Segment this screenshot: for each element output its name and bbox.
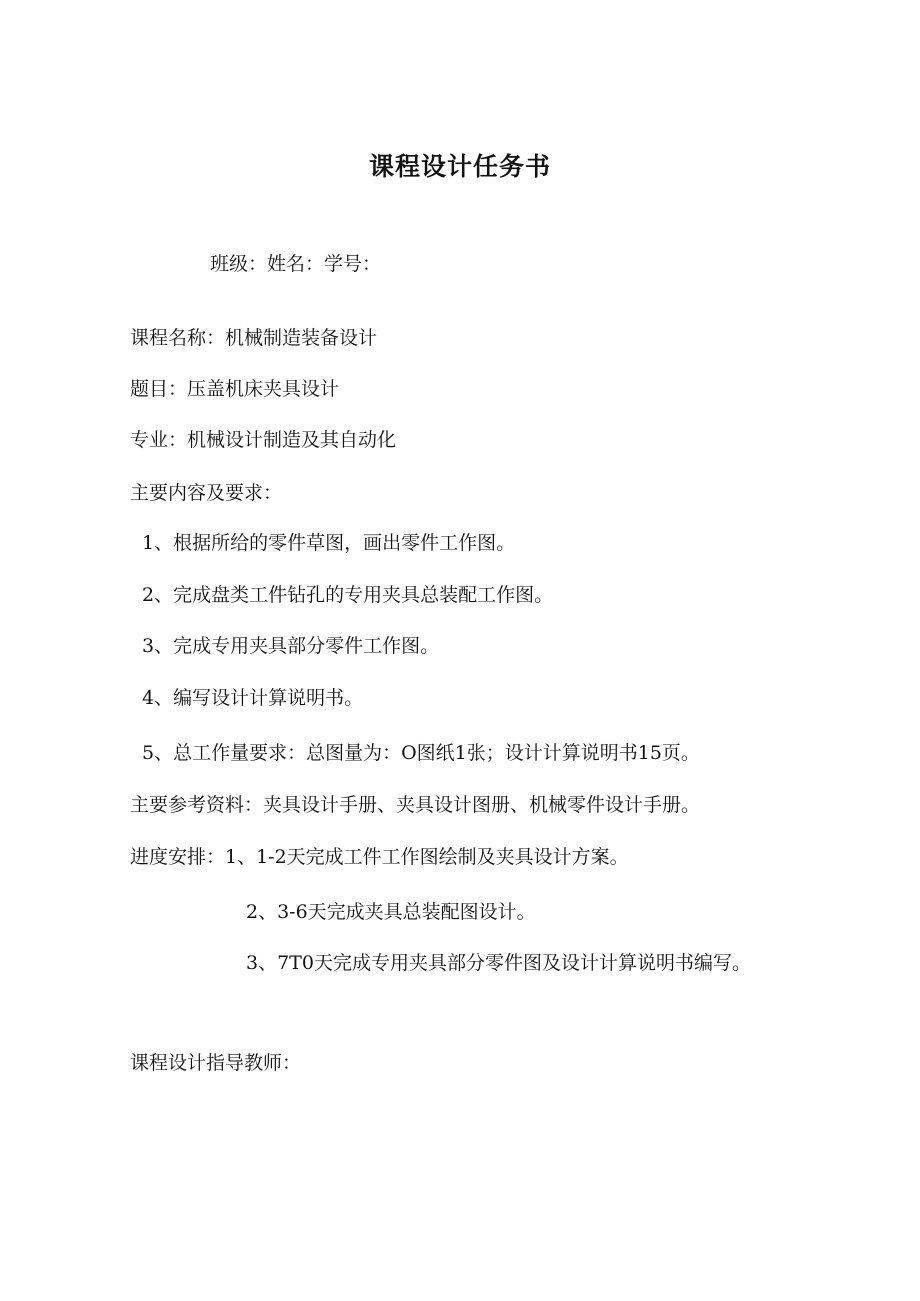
schedule-item: 2、3-6天完成夹具总装配图设计。 bbox=[246, 901, 536, 923]
content-heading: 主要内容及要求： bbox=[130, 482, 283, 504]
references-line: 主要参考资料：夹具设计手册、夹具设计图册、机械零件设计手册。 bbox=[130, 794, 701, 816]
course-name-line: 课程名称：机械制造装备设计 bbox=[130, 327, 378, 349]
requirement-item: 3、完成专用夹具部分零件工作图。 bbox=[142, 635, 440, 657]
requirement-item: 1、根据所给的零件草图，画出零件工作图。 bbox=[142, 532, 516, 554]
document-title: 课程设计任务书 bbox=[368, 152, 551, 181]
requirement-item: 2、完成盘类工件钻孔的专用夹具总装配工作图。 bbox=[142, 584, 554, 606]
requirement-item: 5、总工作量要求：总图量为：O图纸1张；设计计算说明书15页。 bbox=[142, 742, 700, 764]
major-line: 专业：机械设计制造及其自动化 bbox=[130, 429, 397, 451]
schedule-item: 进度安排：1、1-2天完成工件工作图绘制及夹具设计方案。 bbox=[130, 846, 629, 868]
class-name-id-line: 班级：姓名：学号： bbox=[210, 253, 382, 275]
requirement-item: 4、编写设计计算说明书。 bbox=[142, 687, 364, 709]
supervisor-line: 课程设计指导教师： bbox=[130, 1052, 302, 1074]
topic-line: 题目：压盖机床夹具设计 bbox=[130, 378, 340, 400]
schedule-item: 3、7T0天完成专用夹具部分零件图及设计计算说明书编写。 bbox=[246, 952, 751, 974]
